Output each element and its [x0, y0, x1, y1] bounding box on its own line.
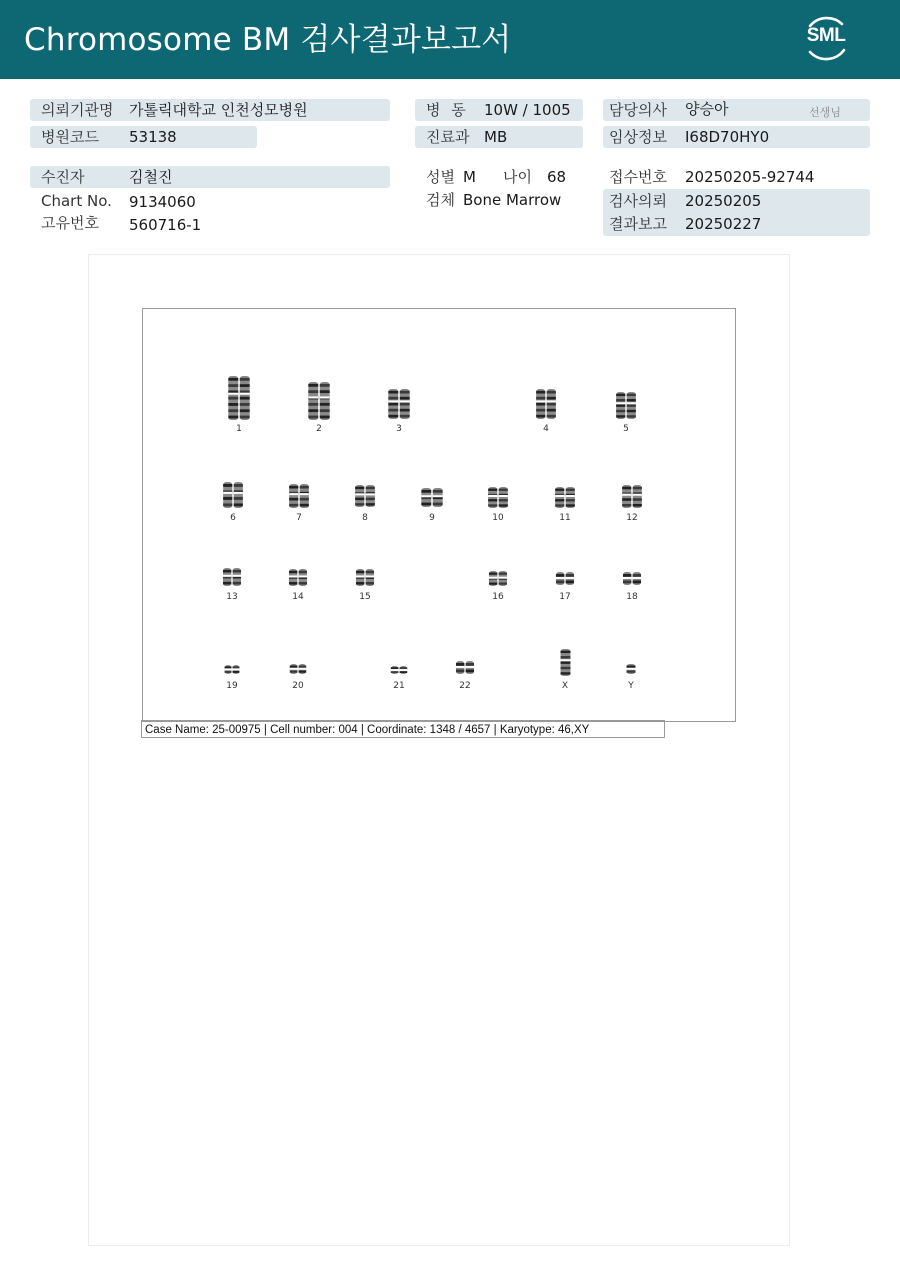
- sml-logo: [800, 12, 852, 64]
- chromosome-pair-icon: [454, 661, 476, 674]
- chromosome-single-icon: [560, 649, 571, 676]
- chromosome-pair-icon: [306, 382, 332, 420]
- hospital-code-value: 53138: [129, 128, 177, 146]
- doctor-value: 양승아: [685, 100, 729, 118]
- dept-value: MB: [484, 128, 508, 146]
- doctor-label: 담당의사: [609, 101, 667, 119]
- receipt-no-value: 20250205-92744: [685, 168, 815, 186]
- clinical-info-value: I68D70HY0: [685, 128, 770, 146]
- unique-id-value: 560716-1: [129, 216, 202, 234]
- chromosome-label: 15: [359, 592, 371, 602]
- requester-label: 의뢰기관명: [41, 101, 114, 119]
- chromosome-pair-icon: [554, 572, 576, 585]
- chromosome-label: 11: [559, 513, 571, 523]
- chromosome-label: 21: [393, 681, 405, 691]
- doctor-suffix: 선생님: [809, 106, 841, 119]
- chromosome-label: X: [561, 681, 569, 691]
- chromosome-label: 10: [492, 513, 504, 523]
- unique-id-label: 고유번호: [41, 214, 99, 232]
- chromosome-pair-icon: [287, 484, 311, 508]
- chromosome-pair-icon: [553, 487, 577, 508]
- chromosome-pair-icon: [221, 482, 245, 508]
- sex-value: M: [463, 168, 476, 186]
- chart-no-label: Chart No.: [41, 192, 112, 210]
- chromosome-pair-icon: [534, 389, 558, 419]
- chromosome-pair-icon: [221, 568, 243, 586]
- karyogram-caption: Case Name: 25-00975 | Cell number: 004 | Coordinate: 1348 / 4657 | Karyotype: 46,XY: [141, 720, 665, 738]
- chromosome-pair-icon: [419, 488, 445, 507]
- chromosome-pair-icon: [354, 569, 376, 586]
- age-value: 68: [547, 168, 567, 186]
- request-date-label: 검사의뢰: [609, 192, 667, 210]
- chart-no-value: 9134060: [129, 193, 196, 211]
- chromosome-label: 9: [429, 513, 435, 523]
- chromosome-pair-icon: [353, 485, 377, 507]
- specimen-value: Bone Marrow: [463, 191, 562, 209]
- ward-value: 10W / 1005: [484, 101, 571, 119]
- dept-label: 진료과: [426, 128, 470, 146]
- report-header: [0, 0, 900, 79]
- requester-value: 가톨릭대학교 인천성모병원: [129, 101, 308, 119]
- logo-text: SML: [806, 25, 846, 46]
- report-date-value: 20250227: [685, 215, 762, 233]
- chromosome-pair-icon: [288, 664, 308, 674]
- chromosome-label: 1: [236, 424, 242, 434]
- request-date-value: 20250205: [685, 192, 762, 210]
- chromosome-label: 14: [292, 592, 304, 602]
- chromosome-label: 2: [316, 424, 322, 434]
- chromosome-label: 3: [396, 424, 402, 434]
- specimen-label: 검체: [426, 191, 455, 209]
- chromosome-pair-icon: [389, 666, 409, 674]
- chromosome-label: 22: [459, 681, 471, 691]
- hospital-code-label: 병원코드: [41, 128, 99, 146]
- chromosome-label: 8: [362, 513, 368, 523]
- chromosome-label: 19: [226, 681, 238, 691]
- chromosome-pair-icon: [486, 487, 510, 508]
- chromosome-pair-icon: [226, 376, 252, 420]
- chromosome-label: 12: [626, 513, 638, 523]
- chromosome-label: 6: [230, 513, 236, 523]
- chromosome-label: Y: [628, 681, 634, 691]
- chromosome-pair-icon: [621, 572, 643, 585]
- ward-label: 병 동: [426, 101, 466, 119]
- chromosome-label: 13: [226, 592, 238, 602]
- sex-label: 성별: [426, 168, 455, 186]
- receipt-no-label: 접수번호: [609, 168, 667, 186]
- chromosome-label: 4: [543, 424, 549, 434]
- chromosome-pair-icon: [386, 389, 412, 419]
- karyogram-image: [142, 308, 736, 722]
- chromosome-pair-icon: [223, 665, 241, 674]
- report-date-label: 결과보고: [609, 215, 667, 233]
- chromosome-label: 5: [623, 424, 629, 434]
- age-label: 나이: [503, 168, 532, 186]
- chromosome-pair-icon: [287, 569, 309, 586]
- chromosome-pair-icon: [620, 485, 644, 508]
- report-title: Chromosome BM 검사결과보고서: [24, 22, 512, 58]
- patient-name-label: 수진자: [41, 168, 85, 186]
- patient-name-value: 김철진: [129, 168, 173, 186]
- chromosome-label: 16: [492, 592, 504, 602]
- clinical-info-label: 임상정보: [609, 128, 667, 146]
- chromosome-pair-icon: [614, 392, 638, 419]
- chromosome-label: 18: [626, 592, 638, 602]
- chromosome-single-icon: [626, 664, 636, 674]
- chromosome-label: 20: [292, 681, 304, 691]
- chromosome-label: 17: [559, 592, 571, 602]
- chromosome-label: 7: [296, 513, 302, 523]
- chromosome-pair-icon: [487, 571, 509, 586]
